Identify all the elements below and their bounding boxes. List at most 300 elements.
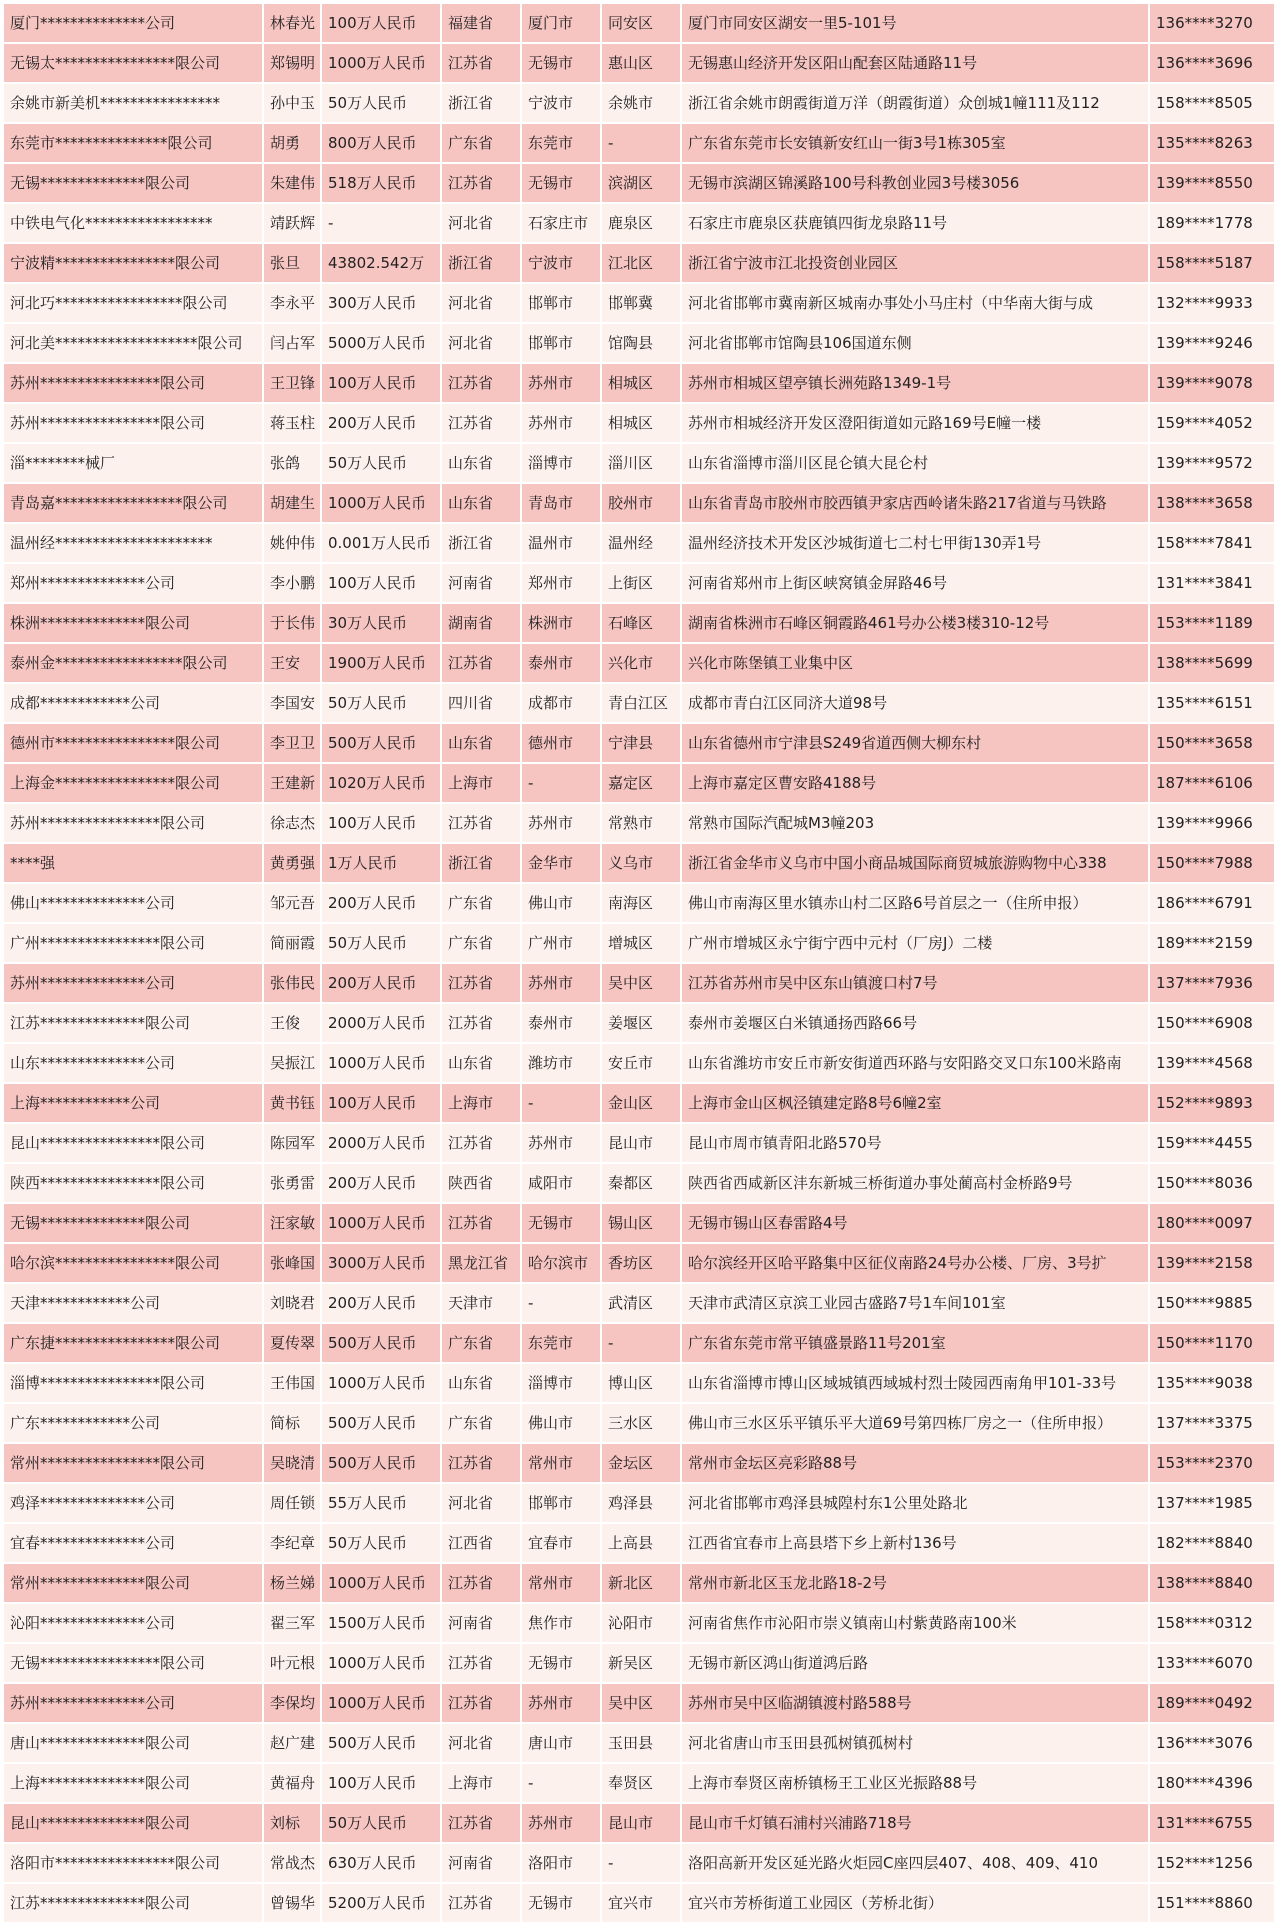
- district-cell: 胶州市: [602, 484, 682, 524]
- phone-cell: 186****6791: [1150, 884, 1276, 924]
- address-cell: 山东省青岛市胶州市胶西镇尹家店西岭诸朱路217省道与马铁路: [682, 484, 1150, 524]
- table-row: [4, 364, 1276, 404]
- table-row: [4, 1004, 1276, 1044]
- table-row: [4, 644, 1276, 684]
- city-cell: 无锡市: [522, 44, 602, 84]
- company-name-cell: 哈尔滨****************限公司: [4, 1244, 264, 1284]
- city-cell: 苏州市: [522, 404, 602, 444]
- district-cell: 江北区: [602, 244, 682, 284]
- district-cell: 相城区: [602, 364, 682, 404]
- address-cell: 哈尔滨经开区哈平路集中区征仪南路24号办公楼、厂房、3号扩: [682, 1244, 1150, 1284]
- table-row: [4, 1364, 1276, 1404]
- table-row: [4, 1564, 1276, 1604]
- company-name-cell: 无锡**************限公司: [4, 1204, 264, 1244]
- city-cell: 广州市: [522, 924, 602, 964]
- phone-cell: 137****7936: [1150, 964, 1276, 1004]
- city-cell: 苏州市: [522, 1684, 602, 1724]
- company-name-cell: 德州市****************限公司: [4, 724, 264, 764]
- legal-rep-cell: 吴晓清: [264, 1444, 322, 1484]
- table-row: [4, 1724, 1276, 1764]
- province-cell: 上海市: [442, 764, 522, 804]
- phone-cell: 139****2158: [1150, 1244, 1276, 1284]
- city-cell: 洛阳市: [522, 1844, 602, 1884]
- company-name-cell: 厦门**************公司: [4, 4, 264, 44]
- capital-cell: 630万人民币: [322, 1844, 442, 1884]
- capital-cell: 30万人民币: [322, 604, 442, 644]
- company-name-cell: 中铁电气化*****************: [4, 204, 264, 244]
- city-cell: 温州市: [522, 524, 602, 564]
- table-row: [4, 804, 1276, 844]
- table-row: [4, 1764, 1276, 1804]
- legal-rep-cell: 王建新: [264, 764, 322, 804]
- province-cell: 山东省: [442, 484, 522, 524]
- address-cell: 洛阳高新开发区延光路火炬园C座四层407、408、409、410: [682, 1844, 1150, 1884]
- city-cell: 东莞市: [522, 1324, 602, 1364]
- city-cell: 苏州市: [522, 1804, 602, 1844]
- capital-cell: 1020万人民币: [322, 764, 442, 804]
- province-cell: 浙江省: [442, 844, 522, 884]
- table-row: [4, 164, 1276, 204]
- company-name-cell: 成都************公司: [4, 684, 264, 724]
- company-name-cell: 上海金****************限公司: [4, 764, 264, 804]
- legal-rep-cell: 李小鹏: [264, 564, 322, 604]
- table-row: [4, 1524, 1276, 1564]
- legal-rep-cell: 王卫锋: [264, 364, 322, 404]
- table-row: [4, 764, 1276, 804]
- table-row: [4, 1124, 1276, 1164]
- table-row: [4, 404, 1276, 444]
- city-cell: -: [522, 1284, 602, 1324]
- district-cell: 滨湖区: [602, 164, 682, 204]
- phone-cell: 152****9893: [1150, 1084, 1276, 1124]
- company-name-cell: 河北巧*****************限公司: [4, 284, 264, 324]
- capital-cell: -: [322, 204, 442, 244]
- address-cell: 兴化市陈堡镇工业集中区: [682, 644, 1150, 684]
- province-cell: 江苏省: [442, 1564, 522, 1604]
- province-cell: 河北省: [442, 204, 522, 244]
- capital-cell: 100万人民币: [322, 364, 442, 404]
- city-cell: 金华市: [522, 844, 602, 884]
- district-cell: 青白江区: [602, 684, 682, 724]
- district-cell: 嘉定区: [602, 764, 682, 804]
- table-row: [4, 1604, 1276, 1644]
- province-cell: 江苏省: [442, 404, 522, 444]
- district-cell: 三水区: [602, 1404, 682, 1444]
- district-cell: 新吴区: [602, 1644, 682, 1684]
- capital-cell: 55万人民币: [322, 1484, 442, 1524]
- province-cell: 江西省: [442, 1524, 522, 1564]
- district-cell: 姜堰区: [602, 1004, 682, 1044]
- legal-rep-cell: 胡建生: [264, 484, 322, 524]
- legal-rep-cell: 陈园军: [264, 1124, 322, 1164]
- district-cell: 秦都区: [602, 1164, 682, 1204]
- district-cell: 温州经: [602, 524, 682, 564]
- phone-cell: 187****6106: [1150, 764, 1276, 804]
- address-cell: 山东省德州市宁津县S249省道西侧大柳东村: [682, 724, 1150, 764]
- address-cell: 江苏省苏州市吴中区东山镇渡口村7号: [682, 964, 1150, 1004]
- province-cell: 河北省: [442, 1484, 522, 1524]
- province-cell: 四川省: [442, 684, 522, 724]
- address-cell: 山东省潍坊市安丘市新安街道西环路与安阳路交叉口东100米路南: [682, 1044, 1150, 1084]
- province-cell: 江苏省: [442, 44, 522, 84]
- company-name-cell: 苏州****************限公司: [4, 364, 264, 404]
- phone-cell: 159****4052: [1150, 404, 1276, 444]
- company-name-cell: 苏州**************公司: [4, 964, 264, 1004]
- legal-rep-cell: 黄书钰: [264, 1084, 322, 1124]
- table-row: [4, 84, 1276, 124]
- address-cell: 江西省宜春市上高县塔下乡上新村136号: [682, 1524, 1150, 1564]
- capital-cell: 43802.542万: [322, 244, 442, 284]
- phone-cell: 133****6070: [1150, 1644, 1276, 1684]
- address-cell: 浙江省余姚市朗霞街道万洋（朗霞街道）众创城1幢111及112: [682, 84, 1150, 124]
- district-cell: 博山区: [602, 1364, 682, 1404]
- phone-cell: 158****5187: [1150, 244, 1276, 284]
- company-name-cell: 河北美*******************限公司: [4, 324, 264, 364]
- capital-cell: 3000万人民币: [322, 1244, 442, 1284]
- legal-rep-cell: 赵广建: [264, 1724, 322, 1764]
- company-name-cell: 陕西****************限公司: [4, 1164, 264, 1204]
- capital-cell: 2000万人民币: [322, 1124, 442, 1164]
- capital-cell: 1000万人民币: [322, 1204, 442, 1244]
- city-cell: 泰州市: [522, 1004, 602, 1044]
- province-cell: 广东省: [442, 924, 522, 964]
- city-cell: 淄博市: [522, 1364, 602, 1404]
- phone-cell: 151****8860: [1150, 1884, 1276, 1924]
- address-cell: 昆山市周市镇青阳北路570号: [682, 1124, 1150, 1164]
- company-name-cell: 东莞市***************限公司: [4, 124, 264, 164]
- table-row: [4, 564, 1276, 604]
- province-cell: 广东省: [442, 124, 522, 164]
- capital-cell: 1900万人民币: [322, 644, 442, 684]
- company-name-cell: 广东************公司: [4, 1404, 264, 1444]
- table-row: [4, 724, 1276, 764]
- capital-cell: 50万人民币: [322, 1804, 442, 1844]
- table-row: [4, 1844, 1276, 1884]
- company-name-cell: 广州****************限公司: [4, 924, 264, 964]
- phone-cell: 150****6908: [1150, 1004, 1276, 1044]
- city-cell: 苏州市: [522, 804, 602, 844]
- district-cell: 余姚市: [602, 84, 682, 124]
- capital-cell: 5000万人民币: [322, 324, 442, 364]
- city-cell: 佛山市: [522, 884, 602, 924]
- phone-cell: 139****4568: [1150, 1044, 1276, 1084]
- company-name-cell: 无锡太****************限公司: [4, 44, 264, 84]
- district-cell: 新北区: [602, 1564, 682, 1604]
- capital-cell: 50万人民币: [322, 924, 442, 964]
- province-cell: 广东省: [442, 1404, 522, 1444]
- legal-rep-cell: 叶元根: [264, 1644, 322, 1684]
- legal-rep-cell: 王伟国: [264, 1364, 322, 1404]
- phone-cell: 152****1256: [1150, 1844, 1276, 1884]
- phone-cell: 150****9885: [1150, 1284, 1276, 1324]
- city-cell: 宁波市: [522, 84, 602, 124]
- address-cell: 苏州市相城区望亭镇长洲苑路1349-1号: [682, 364, 1150, 404]
- city-cell: 成都市: [522, 684, 602, 724]
- phone-cell: 150****7988: [1150, 844, 1276, 884]
- phone-cell: 182****8840: [1150, 1524, 1276, 1564]
- legal-rep-cell: 王俊: [264, 1004, 322, 1044]
- phone-cell: 153****2370: [1150, 1444, 1276, 1484]
- province-cell: 河南省: [442, 564, 522, 604]
- district-cell: 鸡泽县: [602, 1484, 682, 1524]
- legal-rep-cell: 刘标: [264, 1804, 322, 1844]
- table-row: [4, 1204, 1276, 1244]
- province-cell: 江苏省: [442, 1444, 522, 1484]
- city-cell: 常州市: [522, 1564, 602, 1604]
- legal-rep-cell: 简标: [264, 1404, 322, 1444]
- city-cell: 邯郸市: [522, 284, 602, 324]
- address-cell: 河北省唐山市玉田县孤树镇孤树村: [682, 1724, 1150, 1764]
- legal-rep-cell: 常战杰: [264, 1844, 322, 1884]
- province-cell: 天津市: [442, 1284, 522, 1324]
- capital-cell: 100万人民币: [322, 4, 442, 44]
- phone-cell: 131****6755: [1150, 1804, 1276, 1844]
- phone-cell: 150****3658: [1150, 724, 1276, 764]
- capital-cell: 1000万人民币: [322, 484, 442, 524]
- company-name-cell: 上海**************限公司: [4, 1764, 264, 1804]
- phone-cell: 158****8505: [1150, 84, 1276, 124]
- city-cell: 淄博市: [522, 444, 602, 484]
- district-cell: -: [602, 124, 682, 164]
- capital-cell: 200万人民币: [322, 404, 442, 444]
- address-cell: 山东省淄博市淄川区昆仑镇大昆仑村: [682, 444, 1150, 484]
- city-cell: 唐山市: [522, 1724, 602, 1764]
- address-cell: 广州市增城区永宁街宁西中元村（厂房J）二楼: [682, 924, 1150, 964]
- company-name-cell: 佛山**************公司: [4, 884, 264, 924]
- address-cell: 石家庄市鹿泉区获鹿镇四街龙泉路11号: [682, 204, 1150, 244]
- table-row: [4, 1044, 1276, 1084]
- legal-rep-cell: 李保均: [264, 1684, 322, 1724]
- legal-rep-cell: 郑锡明: [264, 44, 322, 84]
- table-row: [4, 964, 1276, 1004]
- capital-cell: 500万人民币: [322, 1444, 442, 1484]
- legal-rep-cell: 张伟民: [264, 964, 322, 1004]
- phone-cell: 139****8550: [1150, 164, 1276, 204]
- district-cell: -: [602, 1324, 682, 1364]
- company-name-cell: 泰州金*****************限公司: [4, 644, 264, 684]
- phone-cell: 135****6151: [1150, 684, 1276, 724]
- capital-cell: 500万人民币: [322, 724, 442, 764]
- province-cell: 江苏省: [442, 804, 522, 844]
- company-table: [4, 4, 1276, 1924]
- province-cell: 江苏省: [442, 1124, 522, 1164]
- legal-rep-cell: 张旦: [264, 244, 322, 284]
- address-cell: 山东省淄博市博山区域城镇西域城村烈士陵园西南角甲101-33号: [682, 1364, 1150, 1404]
- legal-rep-cell: 李国安: [264, 684, 322, 724]
- phone-cell: 138****3658: [1150, 484, 1276, 524]
- address-cell: 无锡惠山经济开发区阳山配套区陆通路11号: [682, 44, 1150, 84]
- phone-cell: 139****9572: [1150, 444, 1276, 484]
- legal-rep-cell: 李卫卫: [264, 724, 322, 764]
- address-cell: 无锡市锡山区春雷路4号: [682, 1204, 1150, 1244]
- district-cell: 惠山区: [602, 44, 682, 84]
- company-name-cell: 郑州**************公司: [4, 564, 264, 604]
- city-cell: 苏州市: [522, 964, 602, 1004]
- legal-rep-cell: 杨兰娣: [264, 1564, 322, 1604]
- table-row: [4, 1324, 1276, 1364]
- company-name-cell: ****强: [4, 844, 264, 884]
- phone-cell: 135****9038: [1150, 1364, 1276, 1404]
- province-cell: 江苏省: [442, 1804, 522, 1844]
- province-cell: 广东省: [442, 884, 522, 924]
- district-cell: 上街区: [602, 564, 682, 604]
- company-name-cell: 鸡泽**************公司: [4, 1484, 264, 1524]
- address-cell: 广东省东莞市长安镇新安红山一街3号1栋305室: [682, 124, 1150, 164]
- city-cell: 德州市: [522, 724, 602, 764]
- legal-rep-cell: 李纪章: [264, 1524, 322, 1564]
- address-cell: 泰州市姜堰区白米镇通扬西路66号: [682, 1004, 1150, 1044]
- legal-rep-cell: 翟三军: [264, 1604, 322, 1644]
- capital-cell: 300万人民币: [322, 284, 442, 324]
- city-cell: 苏州市: [522, 1124, 602, 1164]
- legal-rep-cell: 靖跃辉: [264, 204, 322, 244]
- district-cell: 邯郸冀: [602, 284, 682, 324]
- legal-rep-cell: 徐志杰: [264, 804, 322, 844]
- district-cell: 宁津县: [602, 724, 682, 764]
- address-cell: 陕西省西咸新区沣东新城三桥街道办事处蔺高村金桥路9号: [682, 1164, 1150, 1204]
- company-name-cell: 苏州****************限公司: [4, 404, 264, 444]
- capital-cell: 1万人民币: [322, 844, 442, 884]
- table-row: [4, 884, 1276, 924]
- province-cell: 河北省: [442, 324, 522, 364]
- province-cell: 江苏省: [442, 644, 522, 684]
- capital-cell: 100万人民币: [322, 1764, 442, 1804]
- district-cell: 昆山市: [602, 1804, 682, 1844]
- province-cell: 福建省: [442, 4, 522, 44]
- legal-rep-cell: 吴振江: [264, 1044, 322, 1084]
- phone-cell: 180****0097: [1150, 1204, 1276, 1244]
- table-row: [4, 1244, 1276, 1284]
- phone-cell: 189****1778: [1150, 204, 1276, 244]
- company-name-cell: 余姚市新美机****************: [4, 84, 264, 124]
- capital-cell: 50万人民币: [322, 84, 442, 124]
- address-cell: 河北省邯郸市馆陶县106国道东侧: [682, 324, 1150, 364]
- city-cell: 泰州市: [522, 644, 602, 684]
- table-row: [4, 1284, 1276, 1324]
- province-cell: 山东省: [442, 724, 522, 764]
- table-row: [4, 1644, 1276, 1684]
- city-cell: 株洲市: [522, 604, 602, 644]
- legal-rep-cell: 朱建伟: [264, 164, 322, 204]
- address-cell: 昆山市千灯镇石浦村兴浦路718号: [682, 1804, 1150, 1844]
- table-row: [4, 1444, 1276, 1484]
- phone-cell: 137****1985: [1150, 1484, 1276, 1524]
- capital-cell: 1000万人民币: [322, 1364, 442, 1404]
- table-row: [4, 44, 1276, 84]
- legal-rep-cell: 汪家敏: [264, 1204, 322, 1244]
- legal-rep-cell: 张峰国: [264, 1244, 322, 1284]
- city-cell: 厦门市: [522, 4, 602, 44]
- district-cell: 吴中区: [602, 1684, 682, 1724]
- legal-rep-cell: 简丽霞: [264, 924, 322, 964]
- address-cell: 天津市武清区京滨工业园古盛路7号1车间101室: [682, 1284, 1150, 1324]
- phone-cell: 150****8036: [1150, 1164, 1276, 1204]
- district-cell: 常熟市: [602, 804, 682, 844]
- company-name-cell: 温州经*********************: [4, 524, 264, 564]
- capital-cell: 1000万人民币: [322, 44, 442, 84]
- table-row: [4, 324, 1276, 364]
- province-cell: 江苏省: [442, 1204, 522, 1244]
- address-cell: 佛山市南海区里水镇赤山村二区路6号首层之一（住所申报）: [682, 884, 1150, 924]
- capital-cell: 200万人民币: [322, 1284, 442, 1324]
- address-cell: 佛山市三水区乐平镇乐平大道69号第四栋厂房之一（住所申报）: [682, 1404, 1150, 1444]
- table-row: [4, 244, 1276, 284]
- address-cell: 常州市新北区玉龙北路18-2号: [682, 1564, 1150, 1604]
- city-cell: 常州市: [522, 1444, 602, 1484]
- capital-cell: 1000万人民币: [322, 1044, 442, 1084]
- phone-cell: 136****3696: [1150, 44, 1276, 84]
- city-cell: 无锡市: [522, 1884, 602, 1924]
- company-name-cell: 昆山**************限公司: [4, 1804, 264, 1844]
- province-cell: 江苏省: [442, 1004, 522, 1044]
- company-name-cell: 无锡****************限公司: [4, 1644, 264, 1684]
- company-name-cell: 常州**************限公司: [4, 1564, 264, 1604]
- company-name-cell: 常州****************限公司: [4, 1444, 264, 1484]
- district-cell: 兴化市: [602, 644, 682, 684]
- company-name-cell: 苏州****************限公司: [4, 804, 264, 844]
- district-cell: 鹿泉区: [602, 204, 682, 244]
- address-cell: 河南省焦作市沁阳市崇义镇南山村紫黄路南100米: [682, 1604, 1150, 1644]
- capital-cell: 200万人民币: [322, 1164, 442, 1204]
- district-cell: 锡山区: [602, 1204, 682, 1244]
- legal-rep-cell: 黄福舟: [264, 1764, 322, 1804]
- address-cell: 无锡市滨湖区锦溪路100号科教创业园3号楼3056: [682, 164, 1150, 204]
- province-cell: 山东省: [442, 444, 522, 484]
- phone-cell: 132****9933: [1150, 284, 1276, 324]
- province-cell: 山东省: [442, 1364, 522, 1404]
- province-cell: 河南省: [442, 1844, 522, 1884]
- phone-cell: 139****9246: [1150, 324, 1276, 364]
- capital-cell: 1000万人民币: [322, 1644, 442, 1684]
- address-cell: 湖南省株洲市石峰区铜霞路461号办公楼3楼310-12号: [682, 604, 1150, 644]
- table-row: [4, 1164, 1276, 1204]
- phone-cell: 138****8840: [1150, 1564, 1276, 1604]
- legal-rep-cell: 张勇雷: [264, 1164, 322, 1204]
- company-name-cell: 宁波精****************限公司: [4, 244, 264, 284]
- address-cell: 厦门市同安区湖安一里5-101号: [682, 4, 1150, 44]
- company-name-cell: 洛阳市****************限公司: [4, 1844, 264, 1884]
- table-row: [4, 524, 1276, 564]
- city-cell: 青岛市: [522, 484, 602, 524]
- legal-rep-cell: 于长伟: [264, 604, 322, 644]
- address-cell: 常州市金坛区亮彩路88号: [682, 1444, 1150, 1484]
- district-cell: 昆山市: [602, 1124, 682, 1164]
- phone-cell: 150****1170: [1150, 1324, 1276, 1364]
- capital-cell: 200万人民币: [322, 964, 442, 1004]
- district-cell: 金坛区: [602, 1444, 682, 1484]
- district-cell: 相城区: [602, 404, 682, 444]
- phone-cell: 189****0492: [1150, 1684, 1276, 1724]
- table-row: [4, 444, 1276, 484]
- company-name-cell: 天津************公司: [4, 1284, 264, 1324]
- table-row: [4, 124, 1276, 164]
- district-cell: 香坊区: [602, 1244, 682, 1284]
- city-cell: 邯郸市: [522, 324, 602, 364]
- capital-cell: 500万人民币: [322, 1404, 442, 1444]
- legal-rep-cell: 张鸽: [264, 444, 322, 484]
- address-cell: 宜兴市芳桥街道工业园区（芳桥北街）: [682, 1884, 1150, 1924]
- province-cell: 江苏省: [442, 1884, 522, 1924]
- city-cell: 宁波市: [522, 244, 602, 284]
- table-row: [4, 1404, 1276, 1444]
- city-cell: -: [522, 1084, 602, 1124]
- company-name-cell: 山东**************公司: [4, 1044, 264, 1084]
- phone-cell: 158****7841: [1150, 524, 1276, 564]
- company-name-cell: 无锡**************限公司: [4, 164, 264, 204]
- legal-rep-cell: 曾锡华: [264, 1884, 322, 1924]
- phone-cell: 137****3375: [1150, 1404, 1276, 1444]
- address-cell: 广东省东莞市常平镇盛景路11号201室: [682, 1324, 1150, 1364]
